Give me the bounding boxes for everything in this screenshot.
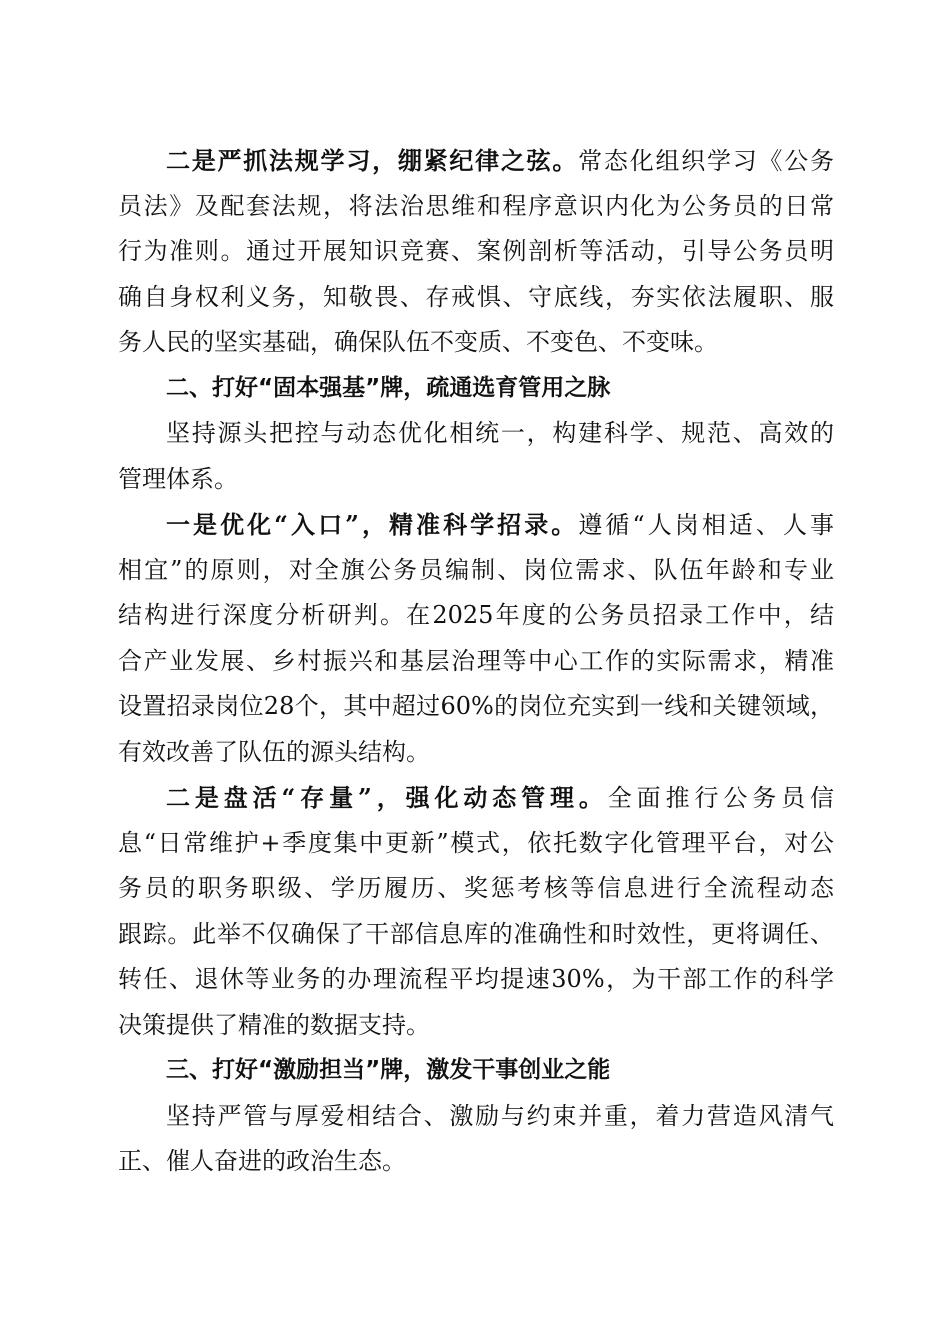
paragraph-line <box>118 821 834 867</box>
paragraph-text: 有效改善了队伍的源头结构。 <box>118 737 430 766</box>
paragraph-line <box>118 775 834 821</box>
paragraph-line <box>118 684 834 730</box>
paragraph-lead: 二是严抓法规学习，绷紧纪律之弦。 <box>166 146 579 175</box>
paragraph-text: 确自身权利义务，知敬畏、存戒惧、守底线，夯实依法履职、服 <box>118 282 834 311</box>
paragraph-text: 相宜”的原则，对全旗公务员编制、岗位需求、队伍年龄和专业 <box>118 555 834 584</box>
paragraph-text: 员法》及配套法规，将法治思维和程序意识内化为公务员的日常 <box>118 191 834 220</box>
paragraph-text: 息“日常维护+季度集中更新”模式，依托数字化管理平台，对公 <box>118 828 834 857</box>
paragraph-text: 务员的职务职级、学历履历、奖惩考核等信息进行全流程动态 <box>118 874 834 902</box>
paragraph-text: 坚持源头把控与动态优化相统一，构建科学、规范、高效的 <box>166 419 834 447</box>
paragraph-text: 务人民的坚实基础，确保队伍不变质、不变色、不变味。 <box>118 328 718 356</box>
paragraph-line <box>118 593 834 639</box>
paragraph-line <box>118 502 834 548</box>
paragraph-line <box>118 957 834 1003</box>
paragraph-text: 行为准则。通过开展知识竞赛、案例剖析等活动，引导公务员明 <box>118 237 834 265</box>
paragraph-lead: 二是盘活“存量”，强化动态管理。 <box>166 783 608 812</box>
paragraph-line <box>118 411 834 457</box>
paragraph-text: 转任、退休等业务的办理流程平均提速30%，为干部工作的科学 <box>118 965 834 993</box>
paragraph-text: 坚持严管与厚爱相结合、激励与约束并重，着力营造风清气 <box>166 1101 834 1130</box>
section-heading <box>118 366 834 412</box>
paragraph-line <box>118 1094 834 1140</box>
paragraph-text: 跟踪。此举不仅确保了干部信息库的准确性和时效性，更将调任、 <box>118 919 834 948</box>
paragraph-text: 决策提供了精准的数据支持。 <box>118 1010 430 1039</box>
paragraph-line <box>118 730 834 776</box>
paragraph-line <box>118 229 834 275</box>
paragraph-line <box>118 138 834 184</box>
paragraph-line <box>118 320 834 366</box>
paragraph-line <box>118 275 834 321</box>
paragraph-lead: 一是优化“入口”，精准科学招录。 <box>166 510 579 539</box>
paragraph-text: 设置招录岗位28个，其中超过60%的岗位充实到一线和关键领域， <box>118 692 834 720</box>
paragraph-text: 遵循“人岗相适、人事 <box>578 511 834 539</box>
paragraph-line <box>118 1003 834 1049</box>
paragraph-line <box>118 639 834 685</box>
paragraph-text: 结构进行深度分析研判。在2025年度的公务员招录工作中，结 <box>118 601 834 629</box>
paragraph-line <box>118 548 834 594</box>
section-heading <box>118 1048 834 1094</box>
paragraph-line <box>118 1139 834 1185</box>
document-body <box>118 138 834 1185</box>
paragraph-text: 正、催人奋进的政治生态。 <box>118 1147 406 1175</box>
paragraph-line <box>118 866 834 912</box>
paragraph-text: 常态化组织学习《公务 <box>578 147 835 175</box>
section-heading-text: 二、打好“固本强基”牌，疏通选育管用之脉 <box>166 374 611 401</box>
paragraph-text: 全面推行公务员信 <box>607 784 835 812</box>
paragraph-line <box>118 912 834 958</box>
section-heading-text: 三、打好“激励担当”牌，激发干事创业之能 <box>166 1057 611 1083</box>
paragraph-line <box>118 184 834 230</box>
paragraph-text: 管理体系。 <box>118 464 238 493</box>
paragraph-line <box>118 457 834 503</box>
paragraph-text: 合产业发展、乡村振兴和基层治理等中心工作的实际需求，精准 <box>118 646 834 675</box>
